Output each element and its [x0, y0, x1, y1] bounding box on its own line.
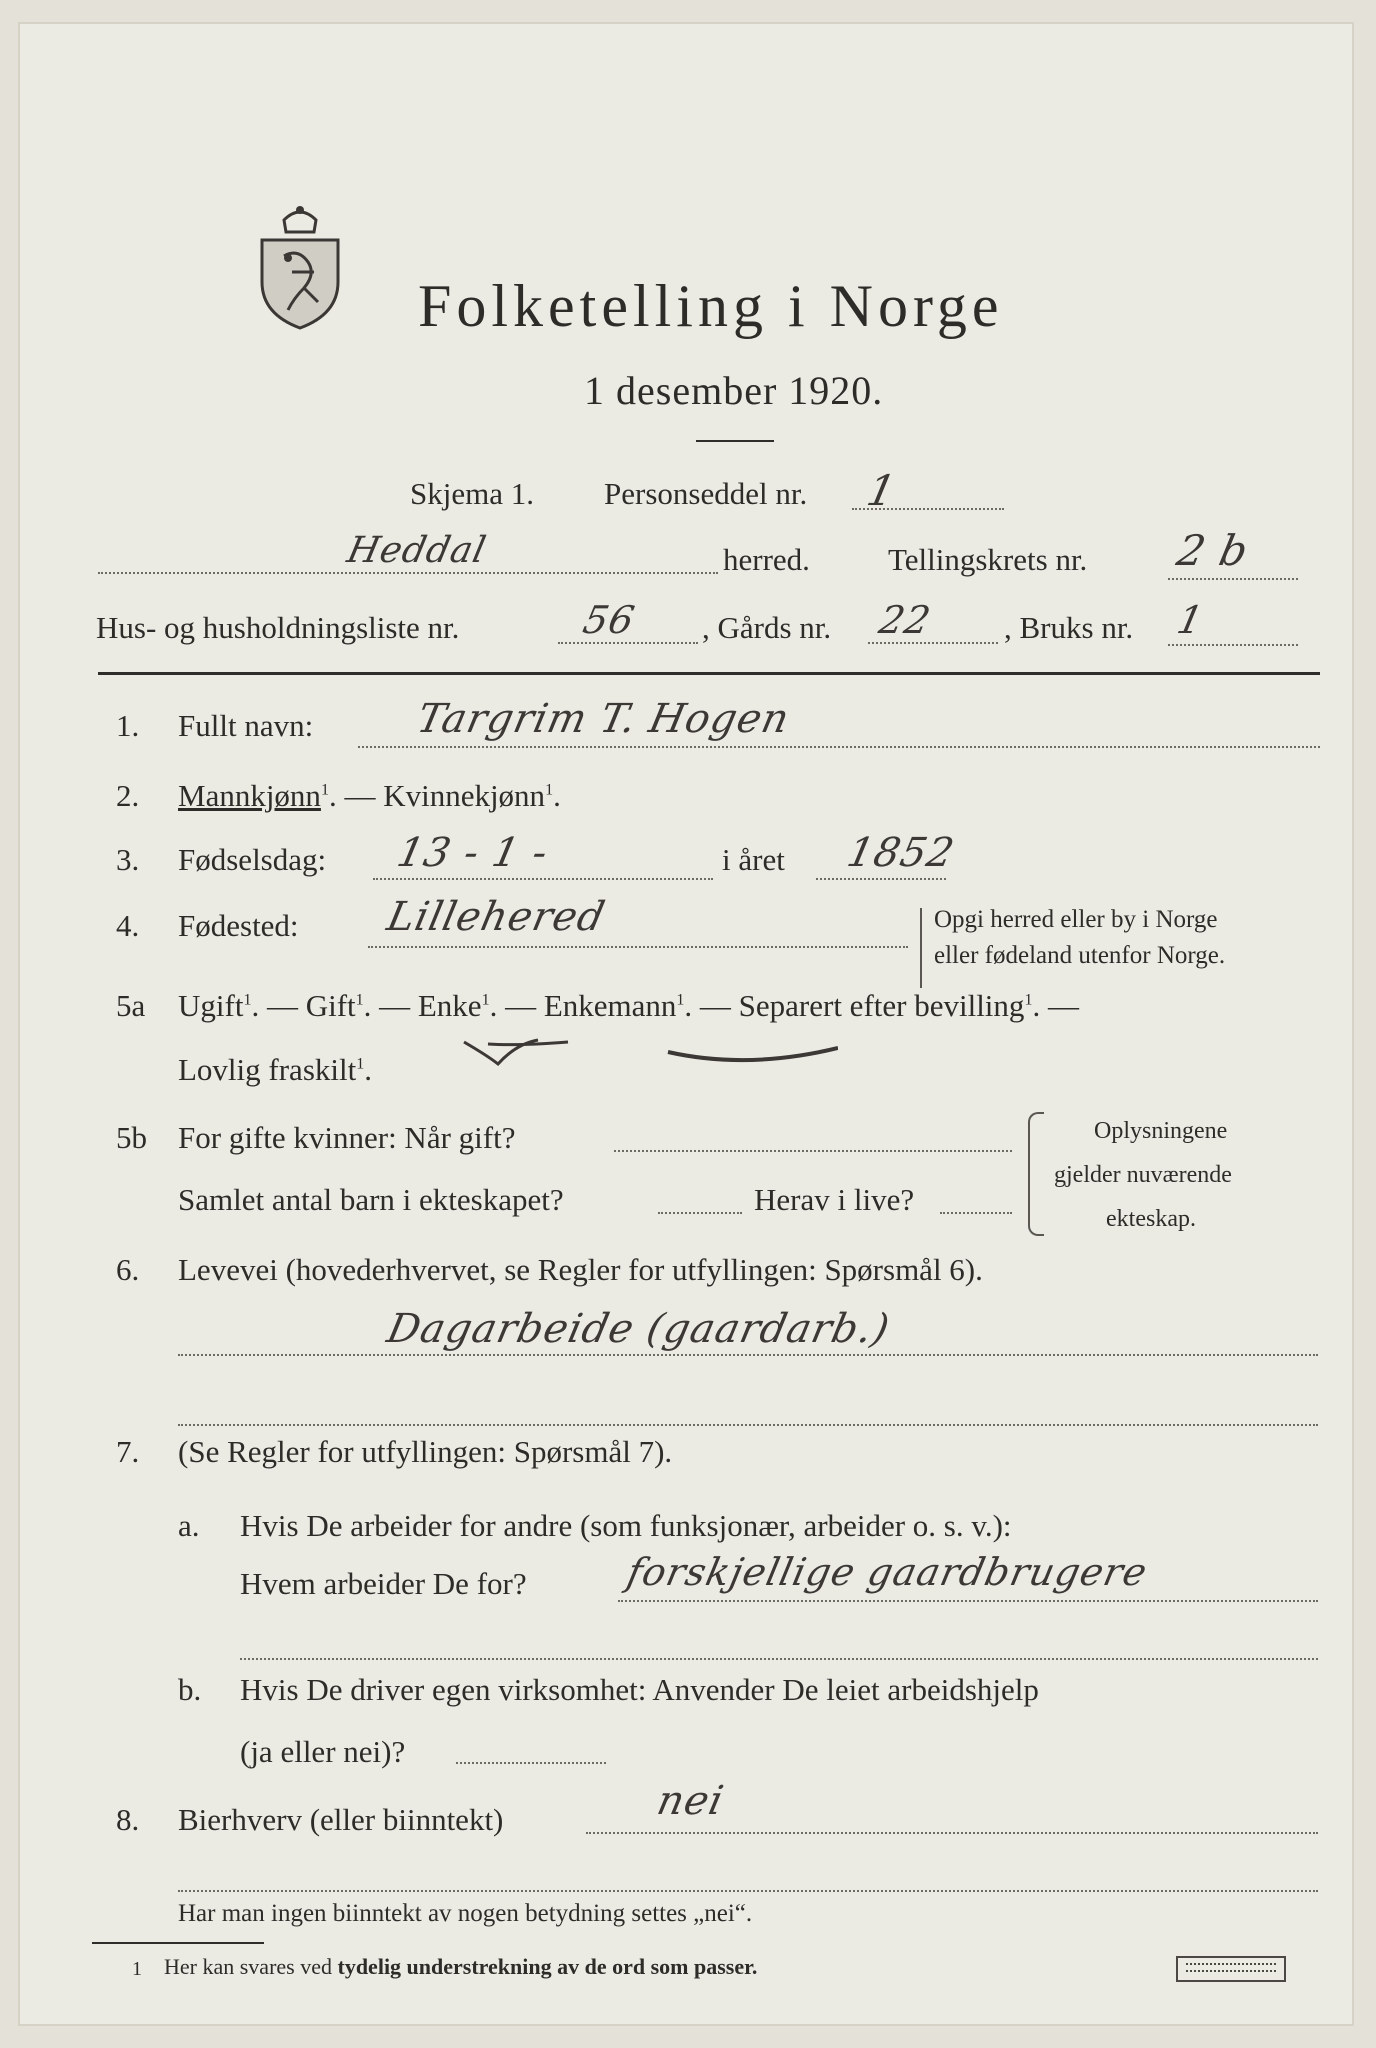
q5b-note-line1: Oplysningene — [1094, 1118, 1228, 1144]
q7a-label-line2: Hvem arbeider De for? — [240, 1566, 527, 1601]
q5a-separert: Separert efter bevilling — [738, 988, 1025, 1023]
personseddel-value: 1 — [862, 466, 901, 515]
q7b-label-line1: Hvis De driver egen virksomhet: Anvender De leiet arbeidshjelp — [240, 1672, 1039, 1707]
herred-value: Heddal — [343, 530, 491, 571]
q3-year-line — [816, 878, 946, 880]
q6-occupation-value: Dagarbeide (gaardarb.) — [383, 1306, 894, 1352]
personseddel-label: Personseddel nr. — [604, 476, 808, 511]
q4-note-brace — [920, 908, 922, 988]
q5a-gift: Gift — [305, 988, 356, 1023]
gards-line — [868, 642, 998, 644]
herred-label: herred. — [723, 542, 810, 577]
q1-line — [358, 746, 1320, 748]
q5b-number: 5b — [116, 1120, 147, 1155]
q4-note-line2: eller fødeland utenfor Norge. — [934, 942, 1226, 969]
q3-year-label: i året — [722, 842, 785, 877]
gards-value: 22 — [875, 598, 936, 642]
tellingskrets-label: Tellingskrets nr. — [888, 542, 1088, 577]
q5b-note-line3: ekteskap. — [1106, 1206, 1196, 1232]
printer-stamp-icon — [1176, 1956, 1286, 1982]
header-divider — [98, 672, 1320, 675]
bruks-label: , Bruks nr. — [1004, 610, 1134, 645]
census-date: 1 desember 1920. — [584, 368, 884, 413]
q5b-note-line2: gjelder nuværende — [1054, 1162, 1232, 1188]
q5b-line-1 — [614, 1150, 1012, 1152]
q5b-line-2 — [658, 1212, 742, 1214]
q8-line-1 — [586, 1832, 1318, 1834]
q5a-lovlig: Lovlig fraskilt$^1$. — [178, 1052, 372, 1087]
q4-note-line1: Opgi herred eller by i Norge — [934, 906, 1218, 933]
q6-label: Levevei (hovederhvervet, se Regler for utfyllingen: Spørsmål 6). — [178, 1252, 983, 1287]
q4-line — [368, 946, 908, 948]
q8-label: Bierhverv (eller biinntekt) — [178, 1802, 504, 1837]
tellingskrets-value: 2 b — [1172, 526, 1254, 575]
husliste-label: Hus- og husholdningsliste nr. — [96, 610, 460, 645]
q5b-label-children: Samlet antal barn i ekteskapet? — [178, 1182, 564, 1217]
q5a-enke: Enke — [417, 988, 482, 1023]
q7b-line — [456, 1762, 606, 1764]
q5b-label-living: Herav i live? — [754, 1182, 915, 1217]
q7a-line-1 — [618, 1600, 1318, 1602]
q1-full-name-value: Targrim T. Hogen — [413, 696, 794, 742]
herred-line — [98, 572, 718, 574]
q3-line — [373, 878, 713, 880]
skjema-label: Skjema 1. — [410, 476, 534, 511]
q4-label: Fødested: — [178, 908, 299, 943]
personseddel-line — [852, 508, 1004, 510]
q8-side-income-value: nei — [653, 1778, 729, 1824]
q8-line-2 — [178, 1890, 1318, 1892]
footnote-divider — [92, 1942, 264, 1944]
q6-line-1 — [178, 1354, 1318, 1356]
form-title: Folketelling i Norge — [418, 273, 1004, 339]
footnote-marker: 1 — [132, 1958, 142, 1980]
q5a-enkemann: Enkemann — [543, 988, 677, 1023]
norwegian-coat-of-arms-icon — [254, 202, 346, 332]
q6-line-2 — [178, 1424, 1318, 1426]
bruks-value: 1 — [1173, 598, 1208, 642]
q7a-employer-value: forskjellige gaardbrugere — [623, 1550, 1152, 1594]
q2-number: 2. — [116, 778, 140, 813]
q3-label: Fødselsdag: — [178, 842, 327, 877]
q3-number: 3. — [116, 842, 140, 877]
q5b-note-brace — [1028, 1112, 1044, 1236]
q4-number: 4. — [116, 908, 140, 943]
bruks-line — [1168, 644, 1298, 646]
title-divider — [696, 440, 774, 442]
q8-number: 8. — [116, 1802, 140, 1837]
husliste-value: 56 — [579, 598, 640, 642]
q7-number: 7. — [116, 1434, 140, 1469]
q7b-letter: b. — [178, 1672, 202, 1707]
q1-number: 1. — [116, 708, 140, 743]
q5a-ugift: Ugift — [178, 988, 244, 1023]
q2-female-option: Kvinnekjønn — [383, 778, 546, 813]
q3-year-value: 1852 — [843, 830, 959, 876]
q7a-label-line1: Hvis De arbeider for andre (som funksjonær, arbeider o. s. v.): — [240, 1508, 1012, 1543]
q5a-options: Ugift$^1$. — Gift$^1$. — Enke$^1$. — Enkemann$^1$. — Separert efter bevilling$^1$. — — [178, 988, 1079, 1023]
q6-number: 6. — [116, 1252, 140, 1287]
q3-birthdate-value: 13 - 1 - — [393, 830, 553, 876]
q5b-label-married: For gifte kvinner: Når gift? — [178, 1120, 516, 1155]
q5a-handwritten-marks — [458, 1026, 838, 1076]
q7-label: (Se Regler for utfyllingen: Spørsmål 7). — [178, 1434, 673, 1469]
q7a-letter: a. — [178, 1508, 200, 1543]
q4-birthplace-value: Lillehered — [383, 894, 610, 940]
q1-label: Fullt navn: — [178, 708, 314, 743]
footnote-text: Her kan svares ved tydelig understrekning av de ord som passer. — [164, 1954, 758, 1979]
q7b-label-line2: (ja eller nei)? — [240, 1734, 406, 1769]
q5b-line-3 — [940, 1212, 1012, 1214]
q5a-number: 5a — [116, 988, 146, 1023]
tellingskrets-line — [1168, 578, 1298, 580]
census-form-page — [18, 22, 1354, 2026]
husliste-line — [558, 642, 698, 644]
q2-male-option: Mannkjønn — [178, 778, 321, 813]
gards-label: , Gårds nr. — [702, 610, 832, 645]
q7a-line-2 — [240, 1658, 1318, 1660]
q2-options: Mannkjønn$^1$. — Kvinnekjønn$^1$. — [178, 778, 561, 813]
nei-instruction: Har man ingen biinntekt av nogen betydning settes „nei“. — [178, 1900, 753, 1927]
